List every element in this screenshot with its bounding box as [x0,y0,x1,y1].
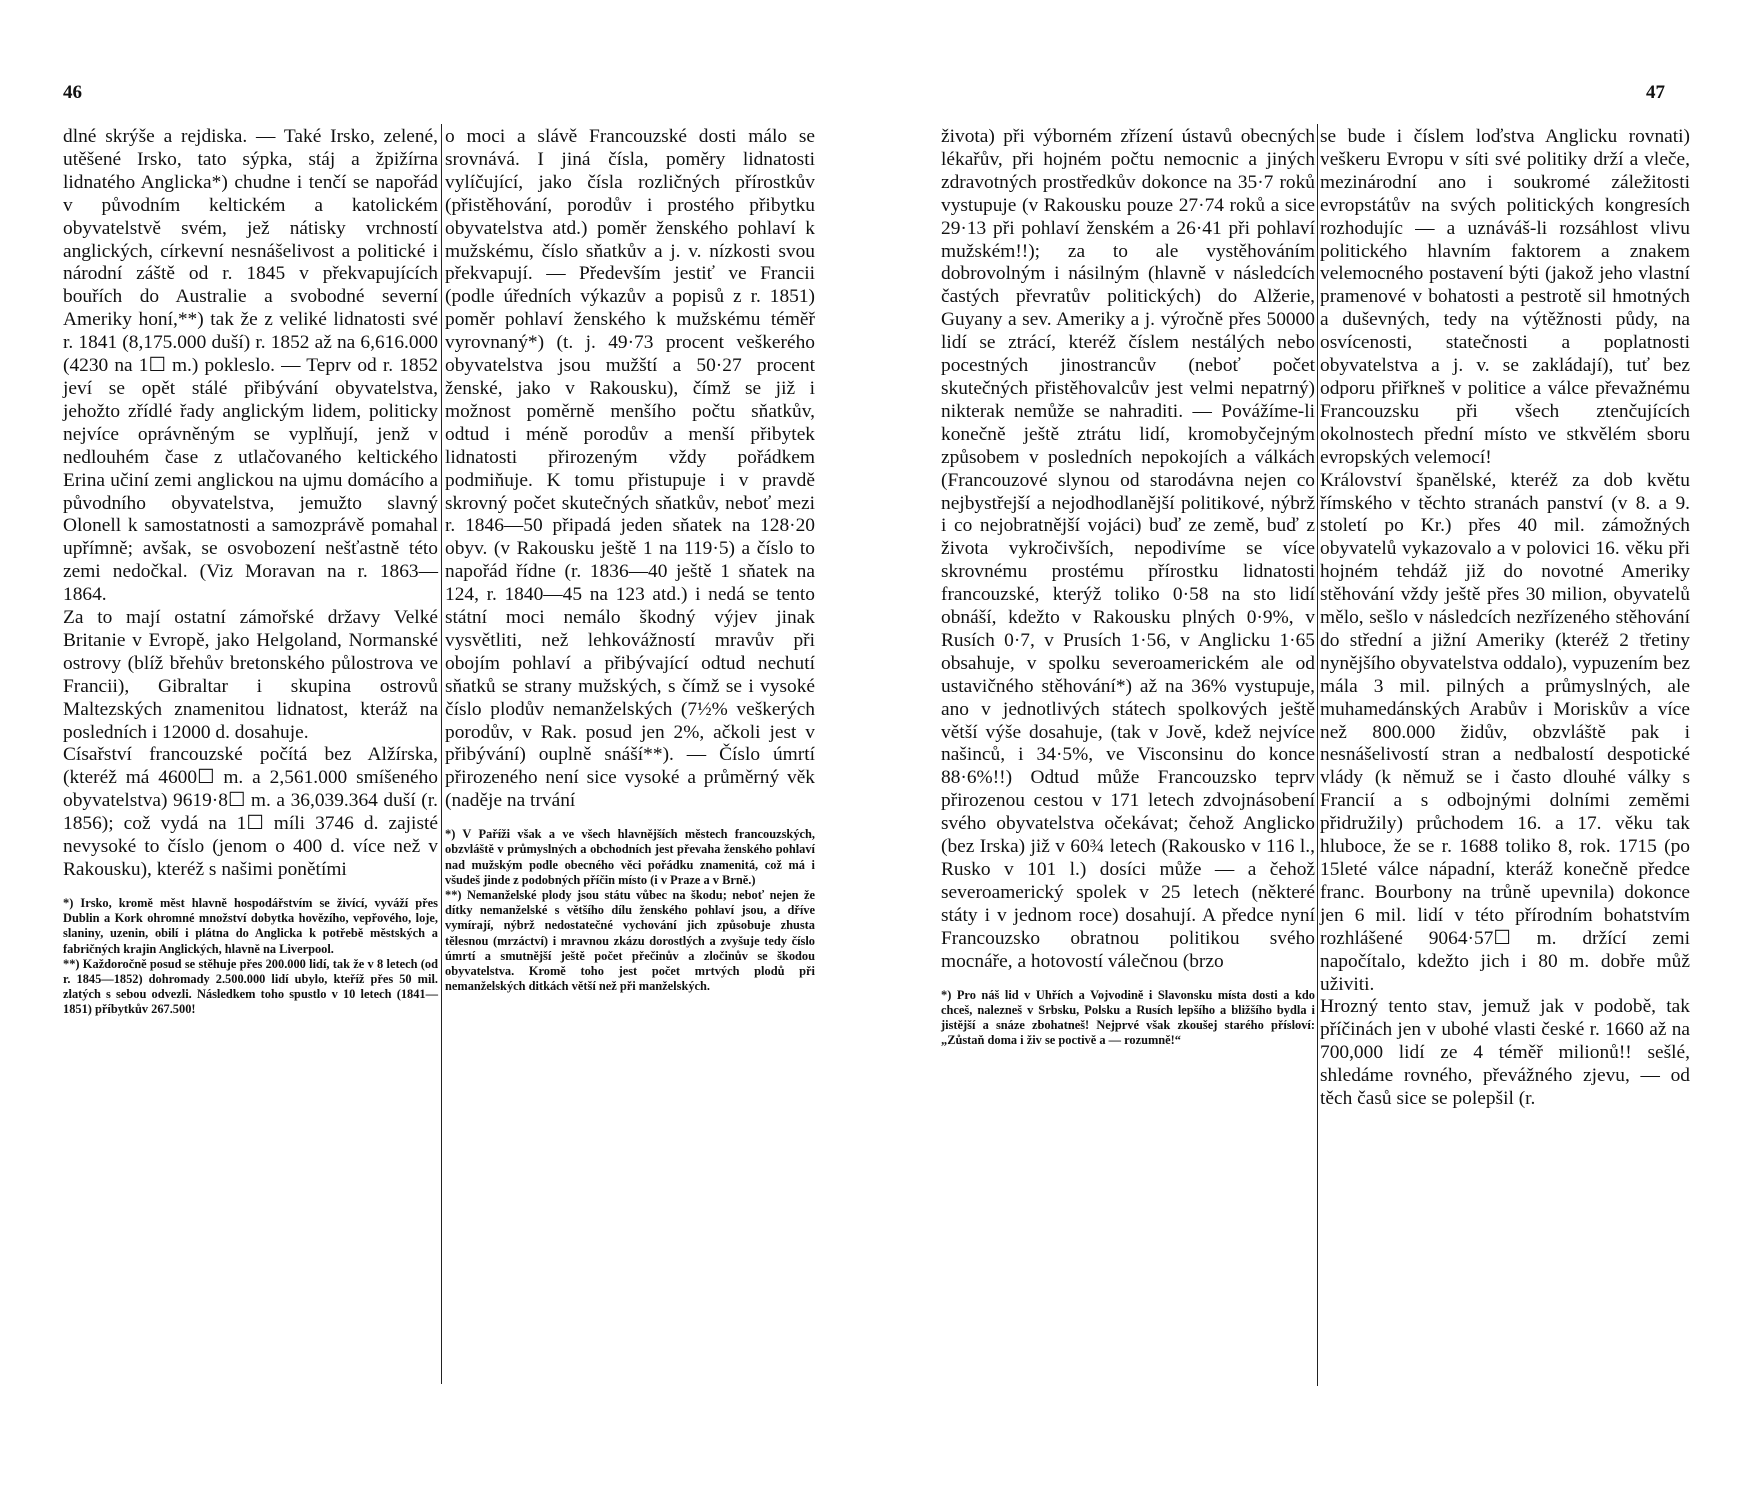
text-column-1 [63,126,438,1018]
text-column-2 [445,126,815,994]
column-footnotes: *) Irsko, kromě měst hlavně hospodářstvím se živící, vyváží přes Dublin a Kork ohromné množství dobytka hovězího, vepřového, loje, slaniny, uzenin, obilí i plátna do Anglicka k potřebě městských a fabričných krajin Anglických, hlavně na Liverpool. **) Každoročně posud se stěhuje přes 200.000 lidí, tak že v 8 letech (od r. 1845—1852) dohromady 2.500.000 lidí ubylo, kteříž přes 50 mil. zlatých s sebou odvezli. Následkem toho spustlo v 10 letech (1841—1851) příbytkův 267.500! [63,895,438,1017]
page-number-right: 47 [1646,82,1665,103]
column-divider-right [1317,124,1318,1386]
column-divider-left [441,124,442,1384]
text-column-3 [941,126,1315,1048]
column-footnotes: *) Pro náš lid v Uhřích a Vojvodině i Slavonsku místa dosti a kdo chceš, nalezneš v Srbsku, Polsku a Rusích lepšího a bližšího bydla i jistější a snáze zbohatneš! Nejprvé však zkoušej starého přísloví: „Zůstaň doma i živ se poctivě a — rozumně!“ [941,987,1315,1048]
column-body: dlné skrýše a rejdiska. — Také Irsko, zelené, utěšené Irsko, tato sýpka, stáj a žpižírna lidnatého Anglicka*) chudne i tenčí se napořád v původním keltickém a katolickém obyvatelstvě svém, jež nátisky vrchností anglických, církevní nesnášelivost a politické i národní záště od r. 1845 v překvapujících bouřích do Australie a svobodné severní Ameriky honí,**) tak že z veliké lidnatosti své r. 1841 (8,175.000 duší) r. 1852 až na 6,616.000 (4230 na 1☐ m.) pokleslo. — Teprv od r. 1852 jeví se opět stálé přibývání obyvatelstva, jehožto zřídlé řady anglickým lidem, politicky nejvíce oprávněným se vyplňují, jenž v nedlouhém čase z utlačovaného keltického Erina učiní zemi anglickou na ujmu domácího a původního obyvatelstva, jemužto slavný Olonell k samostatnosti a samozprávě pomahal upřímně; avšak, se osvobození nešťastně této zemi nedočkal. (Viz Moravan na r. 1863—1864. Za to mají ostatní zámořské državy Velké Britanie v Evropě, jako Helgoland, Normanské ostrovy (blíž břehův bretonského půlostrova ve Francii), Gibraltar i skupina ostrovů Maltezských znamenitou lidnatost, kteráž na posledních i 12000 d. dosahuje. Císařství francouzské počítá bez Alžírska, (kteréž má 4600☐ m. a 2,561.000 smíšeného obyvatelstva) 9619·8☐ m. a 36,039.364 duší (r. 1856); což vydá na 1☐ míli 3746 d. zajisté nevysoké to číslo (jenom o 400 d. více než v Rakousku), kteréž s našimi ponětími [63,126,438,880]
column-body: se bude i číslem loďstva Anglicku rovnati) veškeru Evropu v síti své politiky drží a vleče, mezinárodní ano i soukromé záležitosti evropstátův na svých politických kongresích rozhodujíc — a uznáváš-li rozsáhlost vlivu politického hlavním faktorem a znakem velemocného postavení býti (jakož jeho vlastní pramenové v bohatosti a pestrotě sil hmotných a duševných, tedy na výtěžnosti půdy, na osvícenosti, statečnosti a poplatnosti obyvatelstva a j. v. se zakládají), tuť bez odporu přiřkneš v politice a válce převažnému Francouzsku při všech ztenčujících okolnostech přední místo ve stkvělém sboru evropských velemocí! Království španělské, kteréž za dob květu římského v těchto stranách panství (v 8. a 9. století po Kr.) přes 40 mil. zámožných obyvatelů vykazovalo a v polovici 16. věku při hojném tehdáž již do novotné Ameriky stěhování vždy ještě přes 30 milion, obyvatelů mělo, sešlo v následcích nezřízeného stěhování do střední a jižní Ameriky (kteréž 2 třetiny nynějšího obyvatelstva oddalo), vypuzením bez mála 3 mil. pilných a průmyslných, ale muhamedánských Arabův i Moriskův a více než 800.000 židův, obzvláště pak i nesnášelivostí stran a nedbalostí despotické vlády (k němuž se i často dlouhé války s Francií a s odbojnými dolními zeměmi přidružily) průchodem 16. a 17. věku tak hluboce, že se r. 1688 toliko 8, rok. 1715 (po 15leté válce nápadní, kteráž konečně předce franc. Bourbony na trůně upevnila) dokonce jen 6 mil. lidí v této přírodním bohatstvím rozhlášené 9064·57☐ m. držící zemi napočítalo, kdežto jich i 80 m. dobře můž uživiti. Hrozný tento stav, jemuž jak v podobě, tak příčinách jen v ubohé vlasti české r. 1660 až na 700,000 lidí ze 4 téměř milionů!! sešlé, shledáme rovného, převážného zjevu, — od těch časů sice se polepšil (r. [1320,126,1690,1110]
column-footnotes: *) V Paříži však a ve všech hlavnějších městech francouzských, obzvláště v průmyslných a obchodních jest převaha ženského pohlaví nad mužským podle obecného věci pořádku znamenitá, což má i všudeš jinde z podobných příčin místo (i v Praze a v Brně.) **) Nemanželské plody jsou státu vůbec na škodu; neboť nejen že dítky nemanželské s většího dílu ženského pohlaví jsou, a dříve vymírají, nýbrž nedostatečné vychování jich způsobuje zhusta tělesnou (mrzáctví) i mravnou zkázu dorostlých a zvyšuje tedy číslo úmrtí a smutnější ještě počet přečinův a zločinův se škodou obyvatelstva. Kromě toho jest počet mrtvých plodů při nemanželských ditkách větší než při manželských. [445,827,815,994]
page-number-left: 46 [63,82,82,103]
text-column-4 [1320,126,1690,1111]
column-body: života) při výborném zřízení ústavů obecných lékařův, při hojném počtu nemocnic a jiných zdravotných prostředkův dokonce na 35·7 roků vystupuje (v Rakousku pouze 27·74 roků a sice 29·13 při pohlaví ženském a 26·41 při pohlaví mužském!!); za to ale vystěhováním dobrovolným i násilným (hlavně v následcích častých převratův politických) do Alžerie, Guyany a sev. Ameriky a j. výročně přes 50000 lidí se ztrácí, kteréž číslem nestálých nebo pocestných jinostrancův (neboť počet skutečných přistěhovalcův jest velmi nepatrný) nikterak nemůže se nahraditi. — Povážíme-li konečně ještě ztrátu lidí, kromobyčejným způsobem v posledních nepokojích a válkách (Francouzové slynou od starodávna nejen co nejbystřejší a nejodhodlanější politikové, nýbrž i co nejobratnější vojáci) buď ze země, buď z života vykročivších, nepodivíme se více skrovnému prostému přírostku lidnatosti francouzské, kterýž toliko 0·58 na sto lidí obnáší, kdežto v Rakousku plných 0·9%, v Rusích 0·7, v Prusích 1·56, v Anglicku 1·65 obsahuje, v spolku severoamerickém ale od ustavičného stěhování*) až na 36% vystupuje, ano v jednotlivých státech spolkových ještě větší výše dosahuje, (tak v Jově, kdež nejvíce našinců, i 34·5%, ve Visconsinu do konce 88·6%!!) Odtud může Francouzsko teprv přirozenou cestou v 171 letech zdvojnásobení svého obyvatelstva očekávat; čehož Anglicko (bez Irska) již v 60¾ letech (Rakousko v 116 l., Rusko v 101 l.) dosíci může — a čehož severoamerický spolek v 25 letech (některé státy i v jednom roce) dosahují. A předce nyní Francouzsko obratnou politikou svého mocnáře, a hotovostí válečnou (brzo [941,126,1315,972]
column-body: o moci a slávě Francouzské dosti málo se srovnává. I jiná čísla, poměry lidnatosti vylíčující, jako čísla rozličných přírostkův (přistěhování, porodův i prostého přibytku obyvatelstva atd.) poměr ženského pohlaví k mužskému, číslo sňatkův a j. v. nízkosti svou překvapují. — Především jestiť ve Francii (podle úředních výkazův a popisů z r. 1851) poměr pohlaví ženského k mužskému téměř vyrovnaný*) (t. j. 49·73 procent veškerého obyvatelstva jsou mužští a 50·27 procent ženské, jako v Rakousku), čímž se již i možnost poměrně menšího počtu sňatkův, odtud i méně porodův a menší přibytek lidnatosti přirozeným vždy pořádkem podmiňuje. K tomu přistupuje i v pravdě skrovný počet skutečných sňatkův, neboť mezi r. 1846—50 připadá jeden sňatek na 128·20 obyv. (v Rakousku ještě 1 na 119·5) a číslo to napořád řídne (r. 1836—40 ještě 1 sňatek na 124, r. 1840—45 na 123 atd.) i nedá se tento státní moci nemálo škodný výjev jinak vysvětliti, než lehkovážností mravův při obojím pohlaví a přibývající odtud nechutí sňatků se strany mužských, s čímž se i vysoké číslo plodův nemanželských (7½% veškerých porodův, v Rak. posud jen 2%, ačkoli jest v přibývání) ouplně snáší**). — Číslo úmrtí přirozeného není sice vysoké a průměrný věk (naděje na trvání [445,126,815,812]
